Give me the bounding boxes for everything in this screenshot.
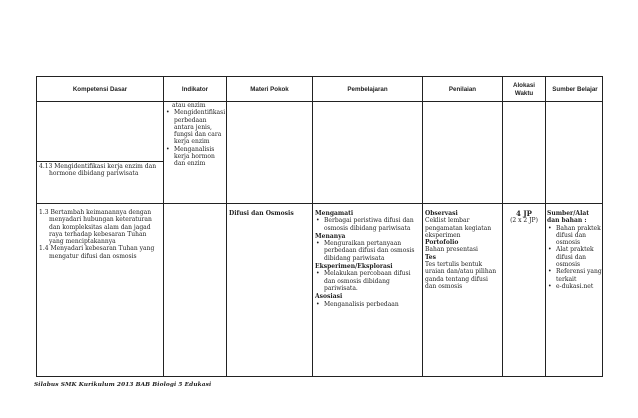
penilaian-cell	[425, 210, 501, 290]
header-materi-pokok: Materi Pokok	[250, 85, 289, 93]
pembelajaran-list	[315, 301, 421, 308]
list-item: • Alat praktek difusi dan osmosis	[547, 246, 603, 268]
penilaian-heading: Observasi	[425, 210, 458, 217]
col-divider	[226, 77, 227, 376]
penilaian-text: Ceklist lembar pengamatan kegiatan eksperimen	[425, 217, 492, 239]
pembelajaran-list	[315, 270, 421, 292]
header-indikator: Indikator	[181, 85, 209, 93]
sumber-heading: Sumber/Alat dan bahan :	[547, 210, 590, 225]
list-item: • Bahan praktek difusi dan osmosis	[547, 225, 603, 247]
penilaian-text: Bahan presentasi	[425, 246, 478, 254]
pembelajaran-heading: Mengamati	[315, 210, 354, 217]
list-item: • Berbagai peristiwa difusi dan osmosis dibidang pariwisata	[315, 217, 421, 232]
col-divider	[163, 77, 164, 376]
col-divider	[312, 77, 313, 376]
kd-cell	[39, 209, 159, 260]
header-pembelajaran: Pembelajaran	[347, 85, 388, 93]
kd-1-3: 1.3 Bertambah keimanannya dengan menyadari hubungan keteraturan dan kompleksitas alam dan jagad raya terhadap kebesaran Tuhan yang menciptakannya	[39, 209, 152, 246]
syllabus-table	[36, 76, 603, 377]
list-item: • Menganalisis perbedaan	[315, 301, 421, 308]
pembelajaran-list	[315, 240, 421, 262]
materi-pokok-value: Difusi dan Osmosis	[229, 210, 294, 217]
alokasi-cell	[503, 210, 545, 225]
pembelajaran-list	[315, 217, 421, 232]
alokasi-breakdown: (2 x 2 JP)	[510, 217, 538, 225]
indikator-list	[165, 109, 225, 167]
list-item: • Menguraikan pertanyaan perbedaan difusi dan osmosis dibidang pariwisata	[315, 240, 421, 262]
penilaian-heading: Portofolio	[425, 239, 459, 247]
page-footer: Silabus SMK Kurikulum 2013 BAB Biologi 5 Edukasi	[34, 382, 212, 388]
list-item: • Melakukan percobaan difusi dan osmosis dibidang pariwisata.	[315, 270, 421, 292]
pembelajaran-heading: Asosiasi	[315, 293, 343, 301]
penilaian-text: Tes tertulis bentuk uraian dan/atau pilihan ganda tentang difusi dan osmosis	[425, 261, 497, 290]
row-divider	[37, 161, 164, 162]
list-item: • Referensi yang terkait	[547, 268, 603, 283]
col-divider	[502, 77, 503, 376]
col-divider	[422, 77, 423, 376]
sumber-list	[547, 225, 603, 291]
list-item: • Menganalisis kerja hormon dan enzim	[165, 146, 225, 168]
list-item: • Mengidentifikasi perbedaan antara jenis, fungsi dan cara kerja enzim	[165, 109, 225, 145]
sumber-cell	[547, 210, 603, 290]
indikator-continuation: atau enzim	[172, 102, 206, 109]
alokasi-jp: 4 JP	[516, 209, 532, 218]
list-item: • e-dukasi.net	[547, 283, 603, 290]
col-divider	[545, 77, 546, 376]
pembelajaran-heading: Eksperimen/Eksplorasi	[315, 263, 393, 271]
pembelajaran-cell	[315, 210, 421, 308]
header-penilaian: Penilaian	[448, 85, 477, 93]
indikator-cell	[165, 102, 225, 168]
header-kompetensi-dasar: Kompetensi Dasar	[72, 85, 128, 93]
header-sumber-belajar: Sumber Belajar	[552, 85, 598, 93]
kd-1-4: 1.4 Menyadari kebesaran Tuhan yang mengatur difusi dan osmosis	[39, 245, 155, 260]
pembelajaran-heading: Menanya	[315, 232, 346, 240]
penilaian-heading: Tes	[425, 253, 436, 261]
kd-4-13: 4.13 Mengidentifikasi kerja enzim dan hormone dibidang pariwisata	[39, 163, 157, 178]
header-alokasi-waktu: Alokasi Waktu	[512, 81, 535, 97]
row-divider	[37, 203, 602, 204]
